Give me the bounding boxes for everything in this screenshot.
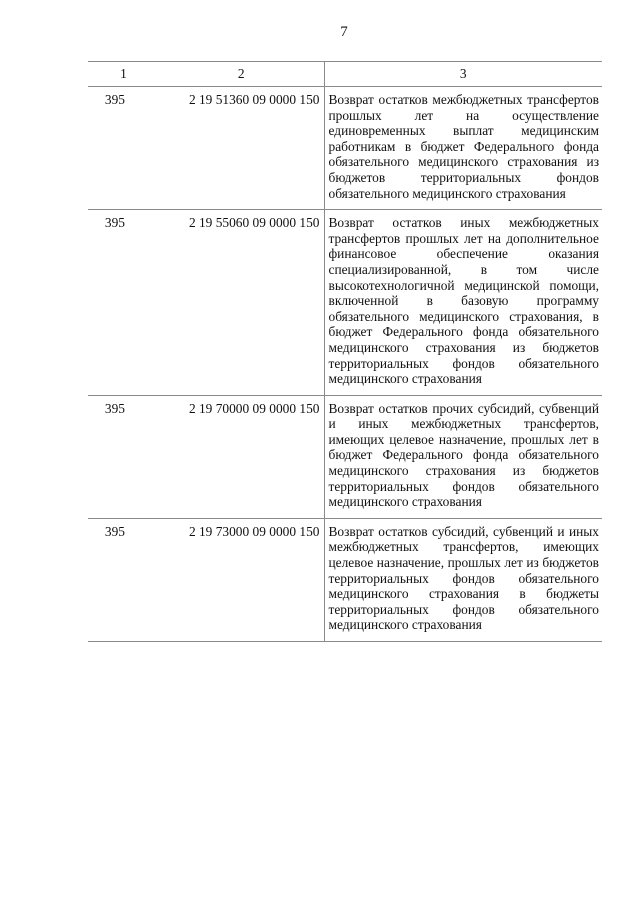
admin-code-cell: 395 bbox=[104, 92, 125, 107]
table-header bbox=[88, 62, 602, 87]
budget-codes-table bbox=[88, 61, 602, 642]
revenue-code-cell: 2 19 51360 09 0000 150 bbox=[188, 92, 320, 107]
description-cell: Возврат остатков иных межбюджетных трансфертов прошлых лет на дополнительное финансовое обеспечение оказания специализированной, в том числе высокотехнологичной медицинской помощи, включенной в базовую программу обязательного медицинского страхования, в бюджет Федерального фонда обязательного медицинского страхования из бюджетов территориальных фондов обязательного медицинского страхования bbox=[324, 210, 602, 396]
admin-code-cell: 395 bbox=[104, 215, 125, 231]
column-header-3: 3 bbox=[324, 62, 602, 87]
column-header-1: 1 bbox=[88, 62, 159, 87]
description-cell: Возврат остатков прочих субсидий, субвенций и иных межбюджетных трансфертов, имеющих целевое назначение, прошлых лет в бюджет Федерального фонда обязательного медицинского страхования из бюджетов территориальных фондов обязательного медицинского страхования bbox=[324, 395, 602, 518]
admin-code-cell: 395 bbox=[104, 400, 125, 416]
revenue-code-cell: 2 19 55060 09 0000 150 bbox=[188, 215, 320, 231]
description-cell: Возврат остатков межбюджетных трансфертов прошлых лет на осуществление единовременных выплат медицинским работникам в бюджет Федерального фонда обязательного медицинского страхования из бюджетов территориальных фондов обязательного медицинского страхования bbox=[324, 87, 602, 210]
table-row bbox=[88, 87, 602, 210]
description-cell: Возврат остатков субсидий, субвенций и иных межбюджетных трансфертов, имеющих целевое назначение, прошлых лет из бюджетов территориальных фондов обязательного медицинского страхования в бюджеты территориальных фондов обязательного медицинского страхования bbox=[324, 518, 602, 641]
table-row bbox=[88, 210, 602, 396]
page-number: 7 bbox=[340, 24, 348, 40]
revenue-code-cell: 2 19 70000 09 0000 150 bbox=[188, 400, 320, 416]
header-row bbox=[88, 62, 602, 87]
admin-code-cell: 395 bbox=[104, 523, 125, 539]
table-body bbox=[88, 87, 602, 642]
table-row bbox=[88, 518, 602, 641]
table-row bbox=[88, 395, 602, 518]
revenue-code-cell: 2 19 73000 09 0000 150 bbox=[188, 523, 320, 539]
column-header-2: 2 bbox=[159, 62, 324, 87]
